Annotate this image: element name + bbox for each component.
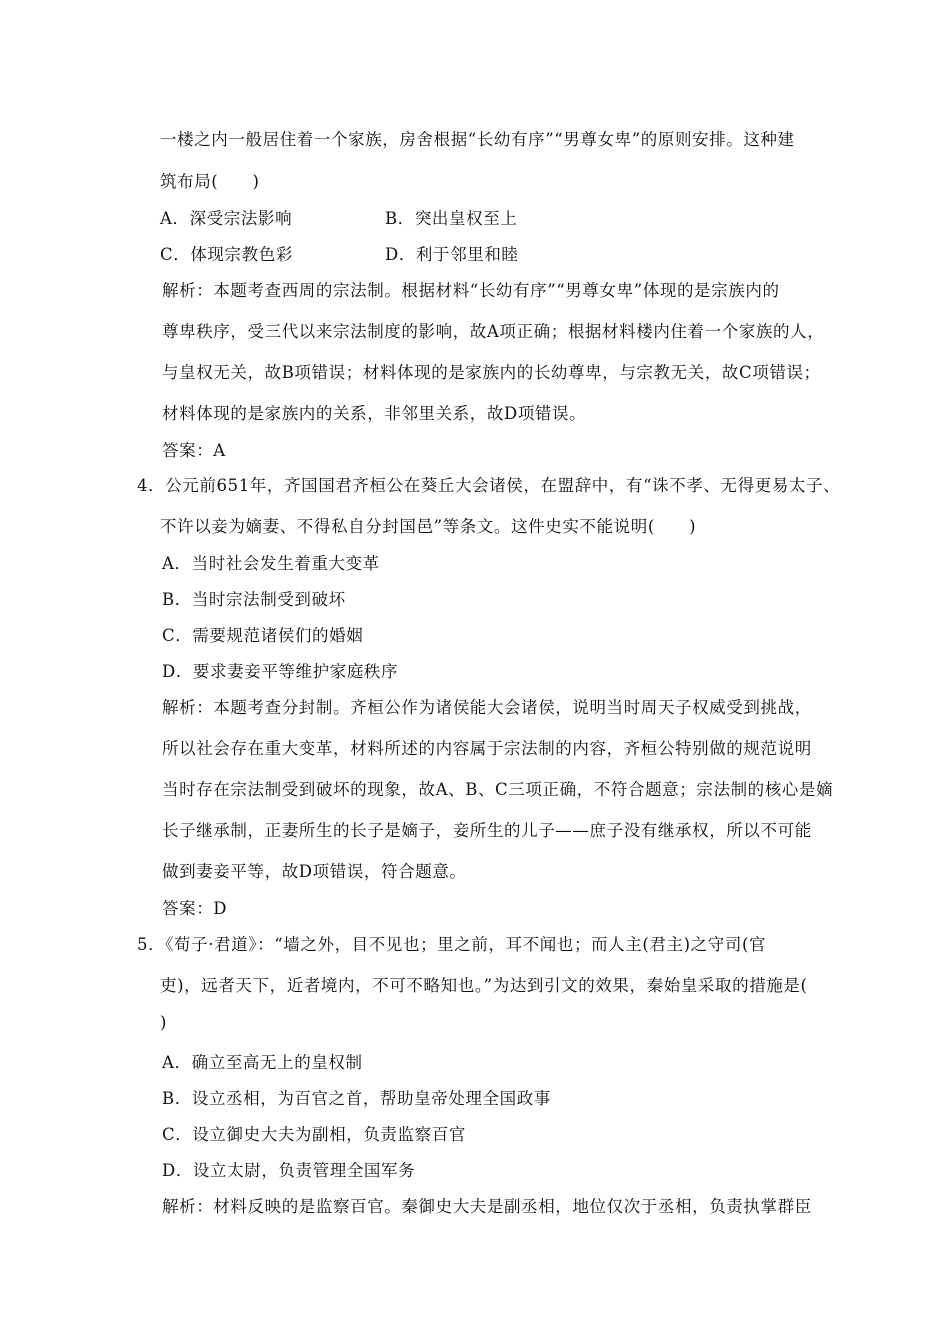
q4-analysis-line-5: 做到妻妾平等，故D项错误，符合题意。 <box>162 862 467 881</box>
q5-stem-line-1: 5．《荀子·君道》：“墙之外，目不见也；里之前，耳不闻也；而人主(君主)之守司(官 <box>137 935 767 954</box>
q4-analysis-line-1: 解析：本题考查分封制。齐桓公作为诸侯能大会诸侯，说明当时周天子权威受到挑战， <box>162 698 812 717</box>
q3-analysis-line-2: 尊卑秩序，受三代以来宗法制度的影响，故A项正确；根据材料楼内住着一个家族的人， <box>162 322 825 341</box>
q5-option-c: C．设立御史大夫为副相，负责监察百官 <box>162 1125 466 1144</box>
q4-option-a: A．当时社会发生着重大变革 <box>162 554 380 573</box>
q3-option-c: C．体现宗教色彩 <box>160 245 293 264</box>
q4-stem-line-1: 4．公元前651年，齐国国君齐桓公在葵丘大会诸侯，在盟辞中，有“诛不孝、无得更易太子、 <box>137 476 841 495</box>
q3-stem-line-2: 筑布局( ) <box>160 172 260 191</box>
q3-answer: 答案：A <box>162 441 226 460</box>
q5-option-b: B．设立丞相，为百官之首，帮助皇帝处理全国政事 <box>162 1089 551 1108</box>
q4-answer: 答案：D <box>162 899 228 918</box>
q3-option-d: D．利于邻里和睦 <box>385 245 519 264</box>
q5-option-a: A．确立至高无上的皇权制 <box>162 1053 363 1072</box>
q3-option-b: B．突出皇权至上 <box>385 209 518 228</box>
q4-stem-line-2: 不许以妾为嫡妻、不得私自分封国邑”等条文。这件史实不能说明( ) <box>160 517 697 536</box>
q5-analysis-line-1: 解析：材料反映的是监察百官。秦御史大夫是副丞相，地位仅次于丞相，负责执掌群臣 <box>162 1197 812 1216</box>
q5-option-d: D．设立太尉，负责管理全国军务 <box>162 1161 416 1180</box>
q4-option-b: B．当时宗法制受到破坏 <box>162 590 346 609</box>
q4-analysis-line-2: 所以社会存在重大变革，材料所述的内容属于宗法制的内容，齐桓公特别做的规范说明 <box>162 739 812 758</box>
q4-option-d: D．要求妻妾平等维护家庭秩序 <box>162 662 399 681</box>
q3-stem-line-1: 一楼之内一般居住着一个家族，房舍根据“长幼有序”“男尊女卑”的原则安排。这种建 <box>160 130 795 149</box>
q3-analysis-line-1: 解析：本题考查西周的宗法制。根据材料“长幼有序”“男尊女卑”体现的是宗族内的 <box>162 281 780 300</box>
q3-analysis-line-3: 与皇权无关，故B项错误；材料体现的是家族内的长幼尊卑，与宗教无关，故C项错误； <box>162 363 821 382</box>
q4-option-c: C．需要规范诸侯们的婚姻 <box>162 626 364 645</box>
q5-stem-line-3: ) <box>160 1013 168 1032</box>
q3-option-a: A．深受宗法影响 <box>160 209 293 228</box>
q4-analysis-line-4: 长子继承制，正妻所生的长子是嫡子，妾所生的儿子——庶子没有继承权，所以不可能 <box>162 821 812 840</box>
q3-analysis-line-4: 材料体现的是家族内的关系，非邻里关系，故D项错误。 <box>162 404 587 423</box>
q5-stem-line-2: 吏)，远者天下，近者境内，不可不略知也。”为达到引文的效果，秦始皇采取的措施是( <box>160 976 808 995</box>
q4-analysis-line-3: 当时存在宗法制受到破坏的现象，故A、B、C三项正确，不符合题意；宗法制的核心是嫡 <box>162 780 834 799</box>
